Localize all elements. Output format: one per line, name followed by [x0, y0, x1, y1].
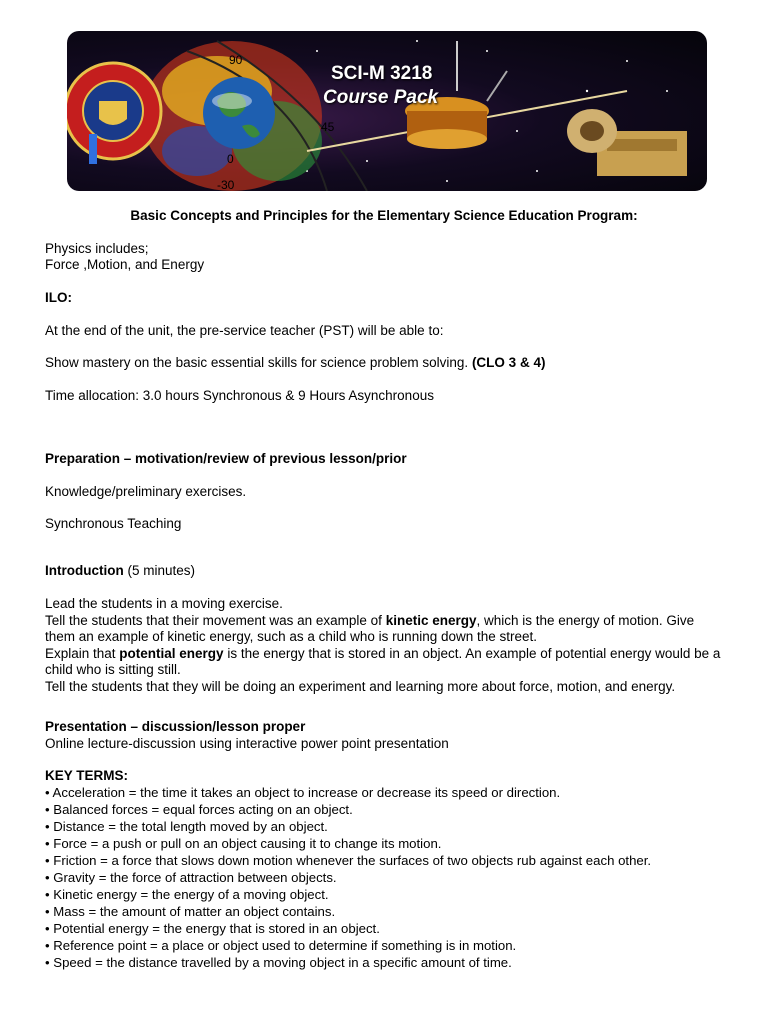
clo-ref: (CLO 3 & 4) [471, 355, 546, 370]
mastery-text: Show mastery on the basic essential skills for science problem solving. [45, 355, 472, 370]
key-term-item: • Friction = a force that slows down motion whenever the surfaces of two objects rub against each other. [45, 853, 652, 868]
course-code: SCI-M 3218 [331, 63, 433, 84]
key-term-item: • Force = a push or pull on an object causing it to change its motion. [45, 836, 442, 851]
course-banner [67, 31, 707, 191]
tick-label: -30 [217, 178, 235, 191]
introduction-duration: (5 minutes) [123, 563, 196, 578]
key-term-item: • Distance = the total length moved by an object. [45, 819, 328, 834]
intro-p4: Tell the students that they will be doing an experiment and learning more about force, motion, and energy. [45, 678, 676, 694]
page-heading: Basic Concepts and Principles for the Elementary Science Education Program: [130, 208, 638, 223]
tick-label: 90 [229, 53, 243, 67]
presentation-label: Presentation – discussion/lesson proper [45, 719, 306, 734]
preparation-label: Preparation – motivation/review of previous lesson/prior [45, 451, 407, 466]
intro-p1: Lead the students in a moving exercise. [45, 596, 283, 611]
key-term-item: • Kinetic energy = the energy of a moving object. [45, 887, 329, 902]
ilo-label: ILO: [45, 290, 72, 305]
intro-p3: Explain that potential energy is the energy that is stored in an object. An example of potential energy would be a child who is sitting still. [45, 645, 721, 677]
preparation-line1: Knowledge/preliminary exercises. [45, 484, 247, 499]
key-term-item: • Gravity = the force of attraction between objects. [45, 870, 337, 885]
spacecraft-icon [567, 109, 687, 176]
physics-intro: Physics includes; [45, 241, 149, 256]
key-term-item: • Balanced forces = equal forces acting on an object. [45, 802, 353, 817]
intro-p2: Tell the students that their movement was an example of kinetic energy, which is the energy of motion. Give them an example of kinetic energy, such as a child who is running down the street. [45, 612, 695, 644]
ilo-intro: At the end of the unit, the pre-service teacher (PST) will be able to: [45, 323, 444, 338]
introduction-body [45, 596, 725, 695]
time-allocation: Time allocation: 3.0 hours Synchronous & 9 Hours Asynchronous [45, 388, 434, 403]
potential-energy-term: potential energy [119, 645, 224, 661]
banner-artwork [67, 31, 707, 191]
course-pack-label: Course Pack [323, 87, 439, 108]
tick-label: 0 [227, 152, 234, 166]
introduction-heading [45, 563, 195, 580]
key-term-item: • Acceleration = the time it takes an object to increase or decrease its speed or direction. [45, 785, 561, 800]
tick-label: 45 [321, 120, 335, 134]
ilo-mastery [45, 355, 545, 372]
physics-topics: Force ,Motion, and Energy [45, 257, 205, 272]
key-term-item: • Potential energy = the energy that is stored in an object. [45, 921, 380, 936]
introduction-label: Introduction [45, 563, 124, 578]
preparation-line2: Synchronous Teaching [45, 516, 182, 531]
kinetic-energy-term: kinetic energy [385, 612, 477, 628]
key-term-item: • Mass = the amount of matter an object contains. [45, 904, 336, 919]
key-terms-label: KEY TERMS: [45, 768, 129, 783]
key-term-item: • Speed = the distance travelled by a moving object in a specific amount of time. [45, 955, 512, 970]
key-term-item: • Reference point = a place or object used to determine if something is in motion. [45, 938, 517, 953]
presentation-line: Online lecture-discussion using interactive power point presentation [45, 736, 449, 751]
